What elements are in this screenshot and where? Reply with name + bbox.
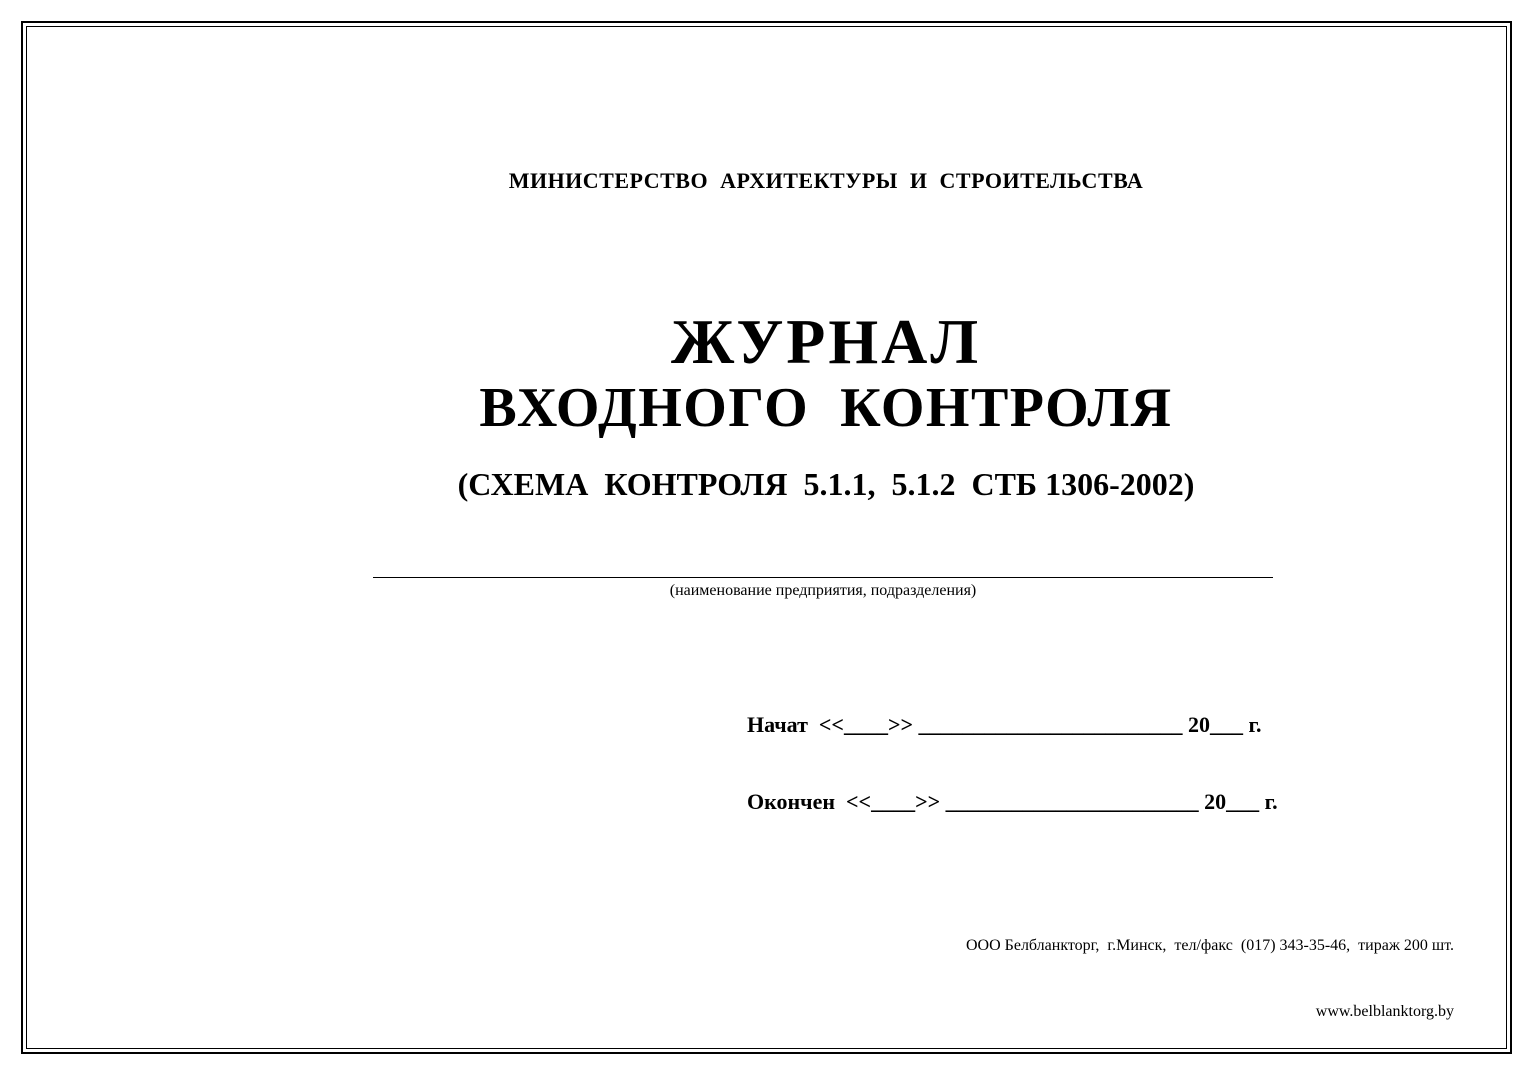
publisher-website: www.belblanktorg.by — [1315, 1003, 1454, 1020]
ministry-heading: МИНИСТЕРСТВО АРХИТЕКТУРЫ И СТРОИТЕЛЬСТВА — [508, 168, 1144, 193]
end-date-field: Окончен <<____>> _______________________ 20___ г. — [747, 789, 1278, 814]
start-date-field: Начат <<____>> ________________________ 20___ г. — [747, 712, 1262, 737]
journal-subtitle: ВХОДНОГО КОНТРОЛЯ — [479, 377, 1173, 439]
journal-title: ЖУРНАЛ — [670, 306, 982, 377]
publisher-contact: ООО Белбланкторг, г.Минск, тел/факс (017) 343-35-46, тираж 200 шт. — [965, 937, 1454, 954]
control-scheme: (СХЕМА КОНТРОЛЯ 5.1.1, 5.1.2 СТБ 1306-2002) — [457, 466, 1195, 502]
publisher-info — [966, 891, 1454, 1045]
organization-name-line — [373, 577, 1273, 578]
organization-caption: (наименование предприятия, подразделения) — [669, 582, 977, 599]
